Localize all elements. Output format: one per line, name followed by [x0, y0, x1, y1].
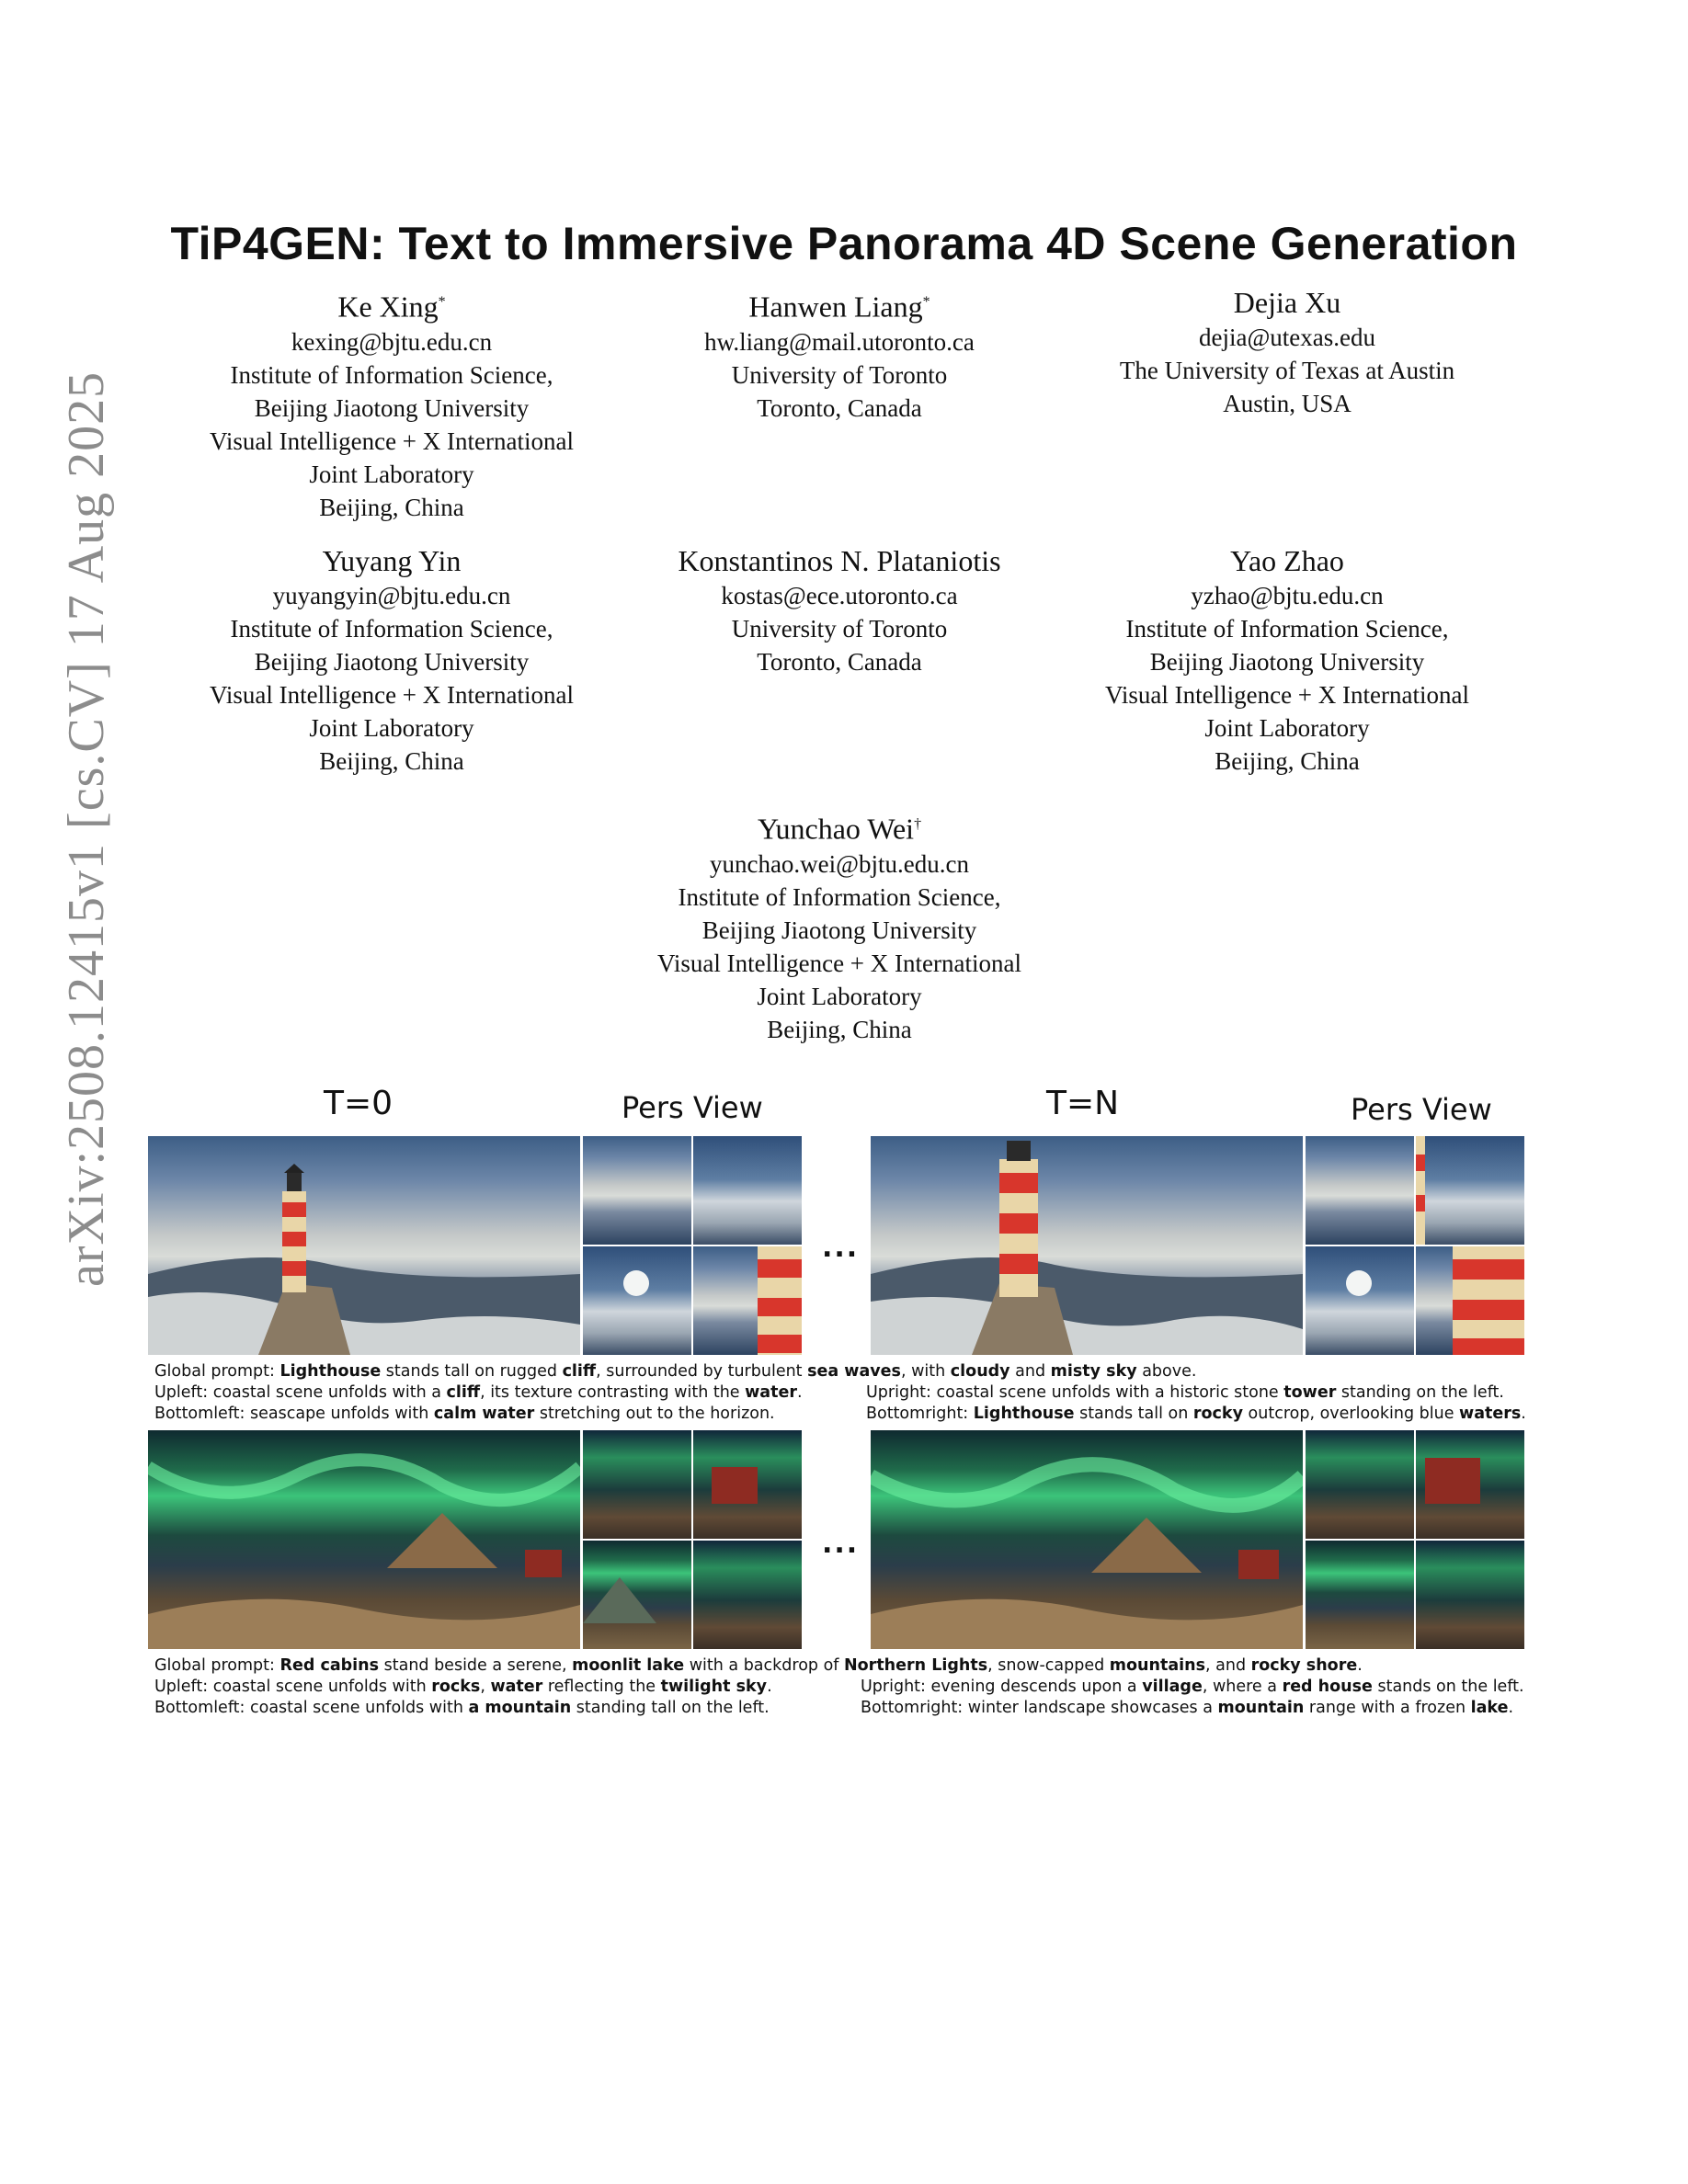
author-block: [153, 542, 631, 778]
pers-view-label: Pers View: [622, 1090, 763, 1125]
pers-view-upleft: [1306, 1136, 1414, 1245]
author-affiliation: Institute of Information Science,: [678, 882, 1001, 911]
author-affiliation: Institute of Information Science,: [230, 360, 553, 389]
pers-view-label: Pers View: [1351, 1092, 1492, 1127]
equal-contribution-mark: *: [438, 294, 446, 310]
author-name: Ke Xing: [337, 290, 439, 324]
author-block: [600, 542, 1078, 678]
author-name: Konstantinos N. Plataniotis: [678, 544, 1001, 577]
author-email: yzhao@bjtu.edu.cn: [1191, 582, 1384, 609]
author-affiliation: Institute of Information Science,: [230, 615, 553, 643]
pers-view-bottomright: [1416, 1541, 1524, 1649]
paper-title: TiP4GEN: Text to Immersive Panorama 4D Scene Generation: [170, 218, 1518, 269]
aurora-panorama-graphic: [871, 1430, 1303, 1649]
time-label-tn: T=N: [1046, 1085, 1120, 1122]
author-affiliation: Joint Laboratory: [1204, 714, 1370, 742]
ellipsis: ...: [822, 1528, 860, 1560]
author-affiliation: Joint Laboratory: [757, 982, 922, 1010]
pers-view-bottomright: [693, 1246, 802, 1355]
author-block: [1048, 542, 1526, 778]
lighthouse-panorama-graphic: [871, 1136, 1303, 1355]
equal-contribution-mark: *: [922, 294, 930, 310]
pers-view-upright: [693, 1430, 802, 1539]
pers-view-upright: [1416, 1430, 1524, 1539]
caption-bottomright: Bottomright: winter landscape showcases a mountain range with a frozen lake.: [861, 1699, 1514, 1717]
lighthouse-panorama-graphic: [148, 1136, 580, 1355]
author-email: hw.liang@mail.utoronto.ca: [704, 327, 975, 356]
author-name: Yunchao Wei: [757, 812, 915, 846]
author-block: [1048, 284, 1526, 420]
author-location: Beijing, China: [319, 747, 464, 775]
author-affiliation: Visual Intelligence + X International: [657, 949, 1021, 977]
author-name: Yao Zhao: [1230, 544, 1344, 577]
pers-view-bottomright: [1416, 1246, 1524, 1355]
caption-bottomleft: Bottomleft: coastal scene unfolds with a mountain standing tall on the left.: [154, 1699, 770, 1717]
corresponding-author-mark: †: [914, 816, 922, 832]
author-affiliation: Beijing Jiaotong University: [1149, 648, 1425, 676]
caption-global-prompt: Global prompt: Red cabins stand beside a serene, moonlit lake with a backdrop of Northern Lights, snow-capped mountains, and rocky shore.: [154, 1656, 1363, 1675]
author-affiliation: Beijing Jiaotong University: [701, 916, 977, 944]
ellipsis: ...: [822, 1232, 860, 1264]
author-affiliation: Joint Laboratory: [309, 714, 474, 742]
author-location: Toronto, Canada: [757, 393, 922, 422]
author-affiliation: The University of Texas at Austin: [1119, 357, 1455, 384]
lighthouse-closeup-graphic: [693, 1246, 802, 1355]
author-email: kexing@bjtu.edu.cn: [291, 327, 493, 356]
author-location: Toronto, Canada: [757, 648, 922, 676]
author-affiliation: University of Toronto: [731, 615, 948, 643]
author-email: kostas@ece.utoronto.ca: [721, 582, 958, 609]
caption-upleft: Upleft: coastal scene unfolds with rocks, water reflecting the twilight sky.: [154, 1678, 772, 1696]
author-affiliation: Visual Intelligence + X International: [1105, 681, 1469, 709]
pers-view-upleft: [583, 1430, 691, 1539]
panorama-lighthouse-t0: [148, 1136, 580, 1355]
author-block: [600, 284, 1078, 425]
pers-view-bottomleft: [583, 1246, 691, 1355]
author-email: yunchao.wei@bjtu.edu.cn: [709, 849, 970, 878]
author-affiliation: Institute of Information Science,: [1125, 615, 1449, 643]
lighthouse-closeup-graphic: [1416, 1246, 1524, 1355]
author-location: Beijing, China: [319, 493, 464, 521]
author-affiliation: University of Toronto: [731, 360, 948, 389]
sun-glare-graphic: [583, 1246, 691, 1355]
author-email: yuyangyin@bjtu.edu.cn: [272, 582, 511, 609]
pers-view-upright: [693, 1136, 802, 1245]
author-email: dejia@utexas.edu: [1198, 324, 1376, 351]
author-affiliation: Joint Laboratory: [309, 460, 474, 488]
aurora-panorama-graphic: [148, 1430, 580, 1649]
tower-graphic: [1416, 1136, 1524, 1245]
author-location: Beijing, China: [767, 1015, 912, 1043]
mountain-graphic: [583, 1541, 691, 1649]
caption-bottomleft: Bottomleft: seascape unfolds with calm water stretching out to the horizon.: [154, 1405, 775, 1423]
pers-view-bottomleft: [1306, 1541, 1414, 1649]
author-location: Beijing, China: [1215, 747, 1360, 775]
time-label-t0: T=0: [324, 1085, 393, 1122]
panorama-lighthouse-tn: [871, 1136, 1303, 1355]
caption-global-prompt: Global prompt: Lighthouse stands tall on rugged cliff, surrounded by turbulent sea waves, with cloudy and misty sky above.: [154, 1362, 1197, 1381]
red-house-graphic: [1416, 1430, 1524, 1539]
pers-view-bottomright: [693, 1541, 802, 1649]
caption-upright: Upright: evening descends upon a village, where a red house stands on the left.: [861, 1678, 1524, 1696]
pers-view-bottomleft: [583, 1541, 691, 1649]
author-name: Yuyang Yin: [322, 544, 462, 577]
sun-glare-graphic: [1306, 1246, 1414, 1355]
author-block: [600, 806, 1078, 1046]
author-location: Austin, USA: [1223, 390, 1352, 417]
pers-view-upright: [1416, 1136, 1524, 1245]
arxiv-stamp: arXiv:2508.12415v1 [cs.CV] 17 Aug 2025: [58, 370, 115, 1287]
caption-upleft: Upleft: coastal scene unfolds with a cliff, its texture contrasting with the water.: [154, 1383, 803, 1402]
author-name: Dejia Xu: [1233, 286, 1341, 319]
author-name: Hanwen Liang: [748, 290, 923, 324]
panorama-aurora-t0: [148, 1430, 580, 1649]
panorama-aurora-tn: [871, 1430, 1303, 1649]
author-affiliation: Beijing Jiaotong University: [254, 648, 530, 676]
pers-view-bottomleft: [1306, 1246, 1414, 1355]
caption-upright: Upright: coastal scene unfolds with a historic stone tower standing on the left.: [866, 1383, 1504, 1402]
author-affiliation: Visual Intelligence + X International: [210, 427, 574, 455]
red-house-graphic: [693, 1430, 802, 1539]
pers-view-upleft: [1306, 1430, 1414, 1539]
author-affiliation: Beijing Jiaotong University: [254, 393, 530, 422]
pers-view-upleft: [583, 1136, 691, 1245]
author-block: [153, 284, 631, 524]
caption-bottomright: Bottomright: Lighthouse stands tall on rocky outcrop, overlooking blue waters.: [866, 1405, 1526, 1423]
author-affiliation: Visual Intelligence + X International: [210, 681, 574, 709]
